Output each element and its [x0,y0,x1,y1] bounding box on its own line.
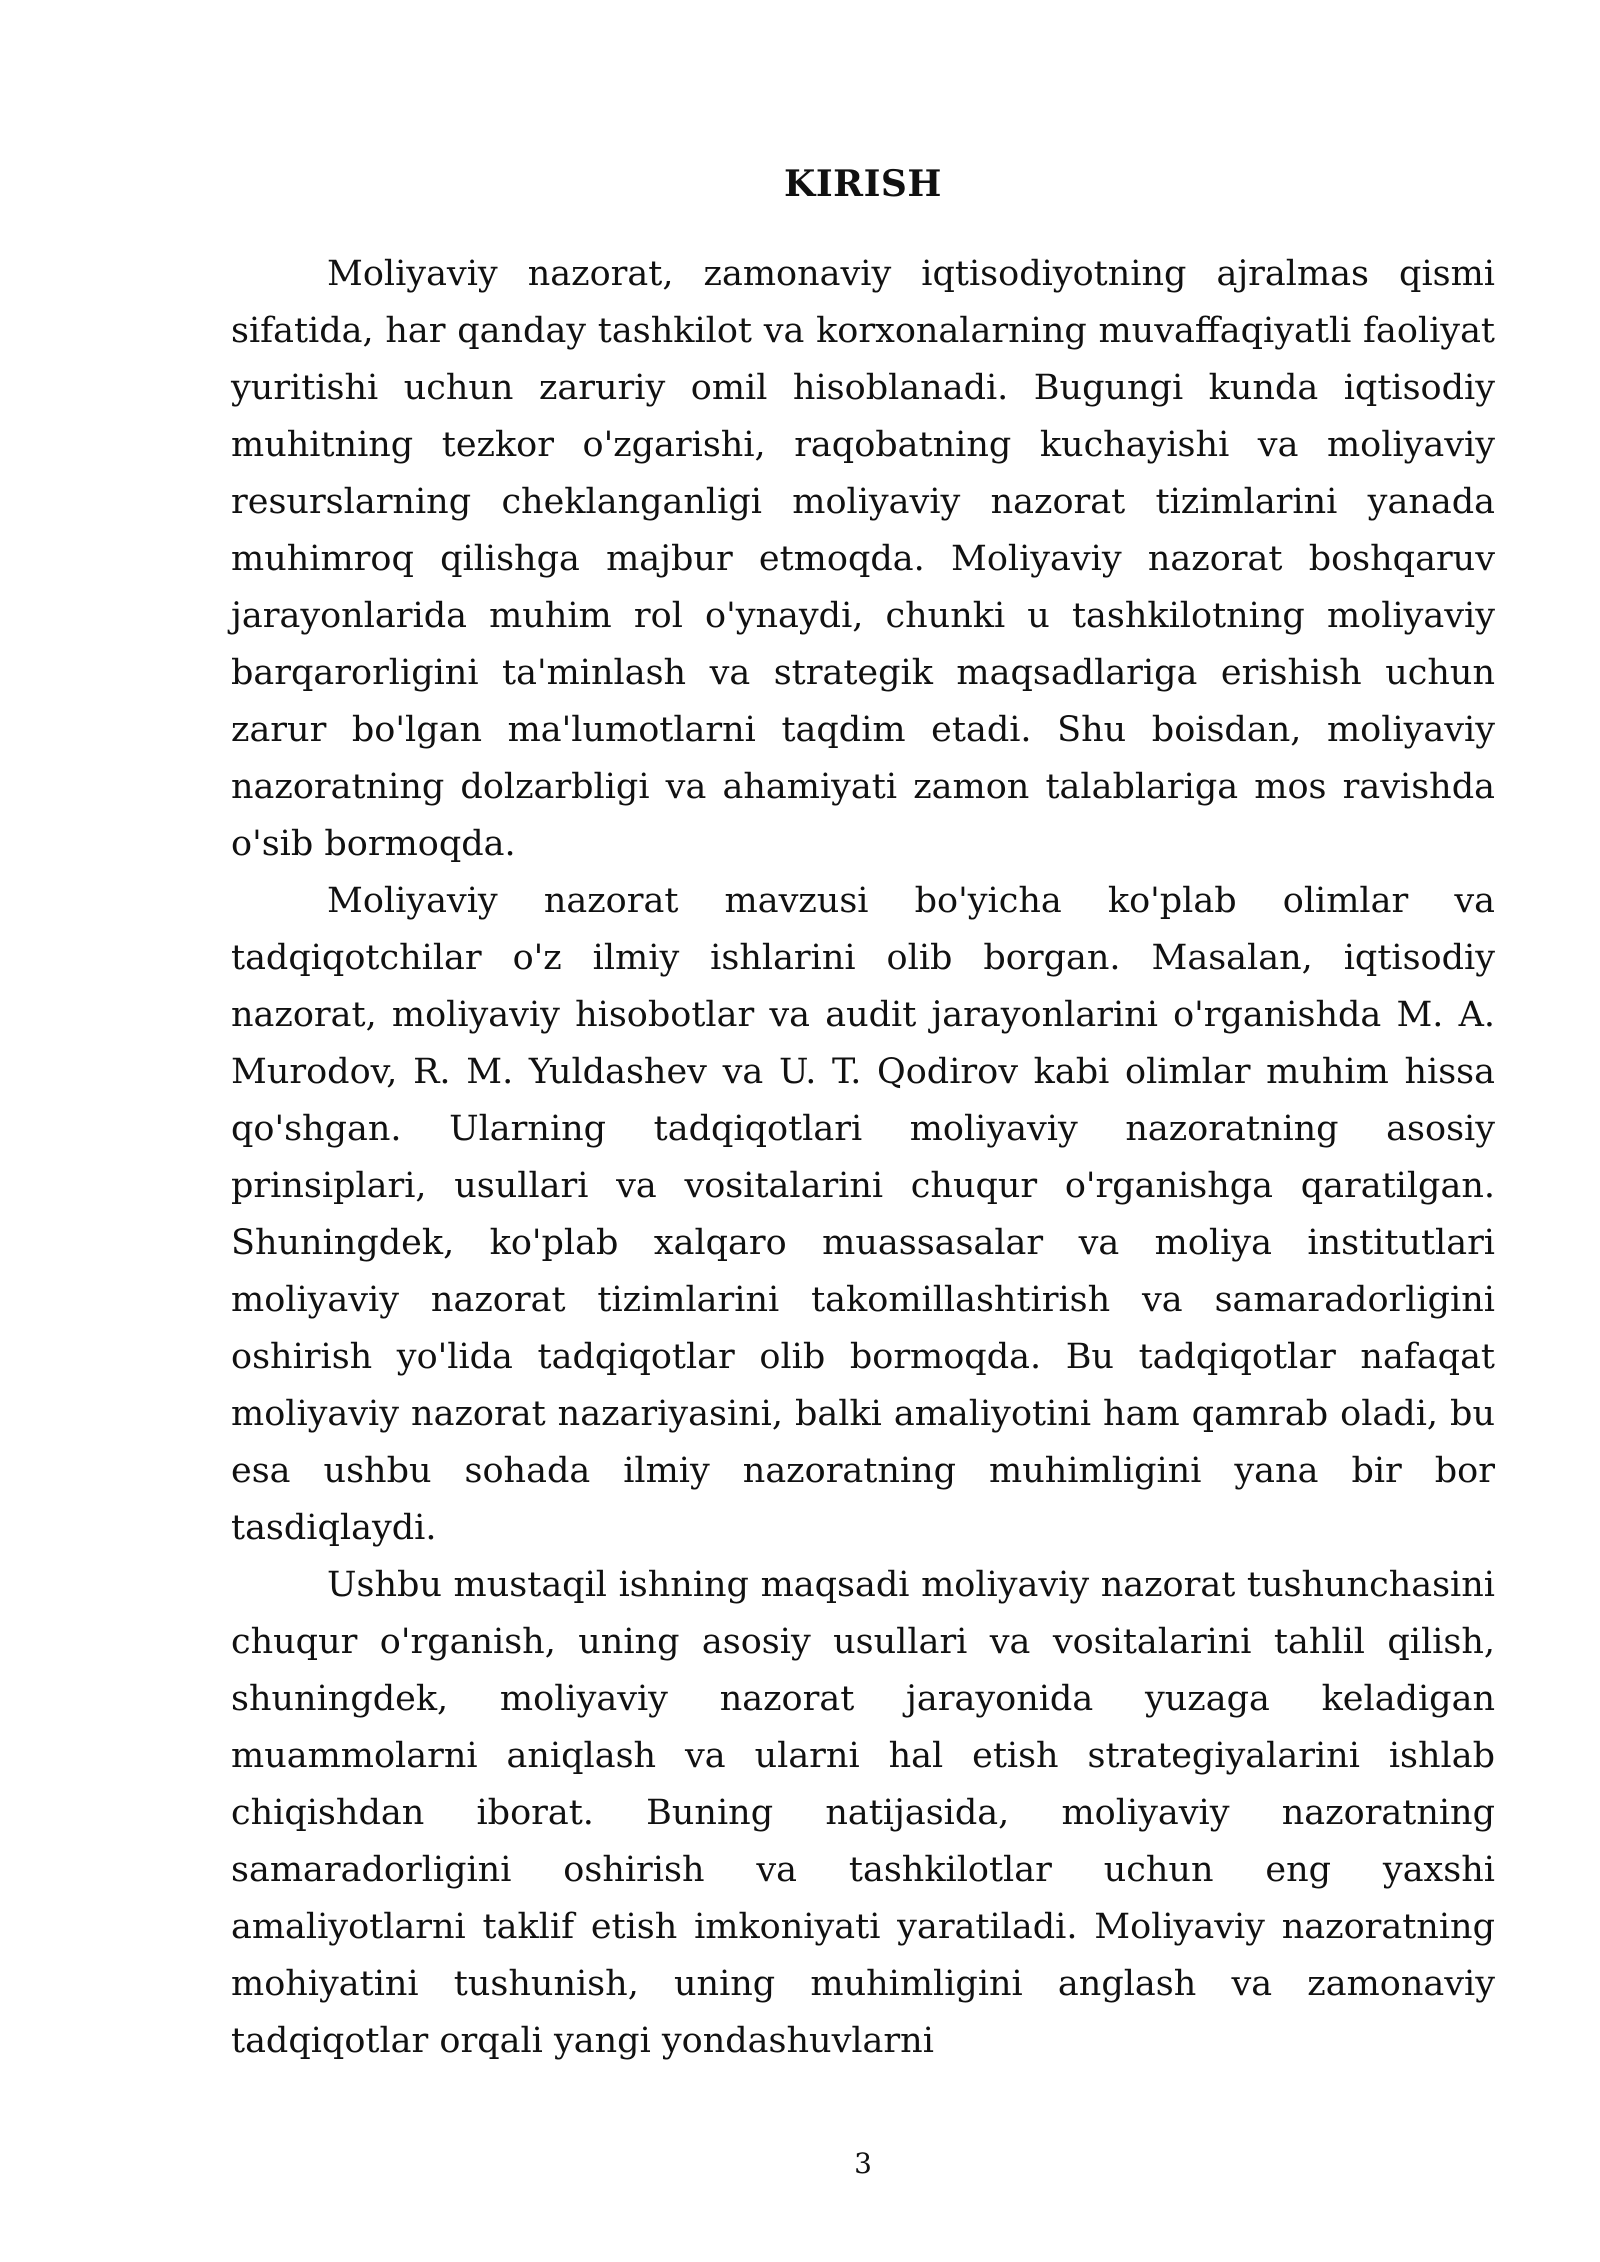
paragraph-3: Ushbu mustaqil ishning maqsadi moliyaviy nazorat tushunchasini chuqur o'rganish, uning asosiy usullari va vositalarini tahlil qilish, shuningdek, moliyaviy nazorat jarayonida yuzaga keladigan muammolarni aniqlash va ularni hal etish strategiyalarini ishlab chiqishdan iborat. Buning natijasida, moliyaviy nazoratning samaradorligini oshirish va tashkilotlar uchun eng yaxshi amaliyotlarni taklif etish imkoniyati yaratiladi. Moliyaviy nazoratning mohiyatini tushunish, uning muhimligini anglash va zamonaviy tadqiqotlar orqali yangi yondashuvlarni [231,1565,1495,2061]
paragraph-2: Moliyaviy nazorat mavzusi bo'yicha ko'plab olimlar va tadqiqotchilar o'z ilmiy ishlarini olib borgan. Masalan, iqtisodiy nazorat, moliyaviy hisobotlar va audit jarayonlarini o'rganishda M. A. Murodov, R. M. Yuldashev va U. T. Qodirov kabi olimlar muhim hissa qo'shgan. Ularning tadqiqotlari moliyaviy nazoratning asosiy prinsiplari, usullari va vositalarini chuqur o'rganishga qaratilgan. Shuningdek, ko'plab xalqaro muassasalar va moliya institutlari moliyaviy nazorat tizimlarini takomillashtirish va samaradorligini oshirish yo'lida tadqiqotlar olib bormoqda. Bu tadqiqotlar nafaqat moliyaviy nazorat nazariyasini, balki amaliyotini ham qamrab oladi, bu esa ushbu sohada ilmiy nazoratning muhimligini yana bir bor tasdiqlaydi. [231,881,1495,1548]
paragraph-1: Moliyaviy nazorat, zamonaviy iqtisodiyotning ajralmas qismi sifatida, har qanday tashkilot va korxonalarning muvaffaqiyatli faoliyat yuritishi uchun zaruriy omil hisoblanadi. Bugungi kunda iqtisodiy muhitning tezkor o'zgarishi, raqobatning kuchayishi va moliyaviy resurslarning cheklanganligi moliyaviy nazorat tizimlarini yanada muhimroq qilishga majbur etmoqda. Moliyaviy nazorat boshqaruv jarayonlarida muhim rol o'ynaydi, chunki u tashkilotning moliyaviy barqarorligini ta'minlash va strategik maqsadlariga erishish uchun zarur bo'lgan ma'lumotlarni taqdim etadi. Shu boisdan, moliyaviy nazoratning dolzarbligi va ahamiyati zamon talablariga mos ravishda o'sib bormoqda. [231,254,1495,864]
body-text [231,246,1495,2070]
section-title: KIRISH [784,163,942,205]
page-number: 3 [854,2147,872,2180]
